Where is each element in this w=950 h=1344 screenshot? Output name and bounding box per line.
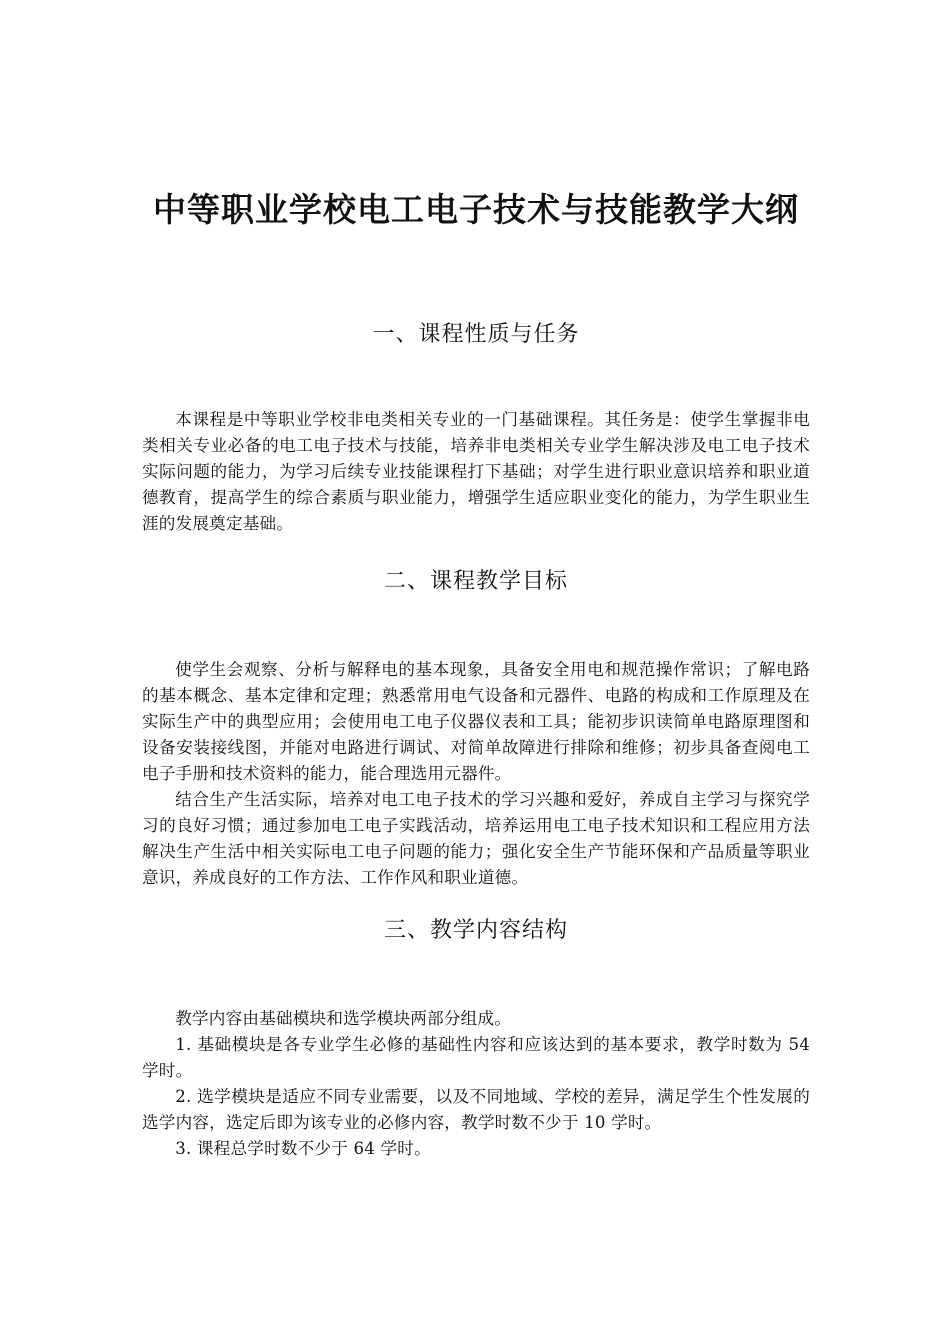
section-course-nature (142, 407, 810, 537)
list-item: 2. 选学模块是适应不同专业需要，以及不同地域、学校的差异，满足学生个性发展的选学内容，选定后即为该专业的必修内容，教学时数不少于 10 学时。 (142, 1087, 810, 1132)
section-heading-content-structure: 三、教学内容结构 (383, 918, 568, 943)
paragraph: 结合生产生活实际，培养对电工电子技术的学习兴趣和爱好，养成自主学习与探究学习的良好习惯；通过参加电工电子实践活动，培养运用电工电子技术知识和工程应用方法解决生产生活中相关实际电工电子问题的能力；强化安全生产节能环保和产品质量等职业意识，养成良好的工作方法、工作作风和职业道德。 (142, 790, 810, 887)
list-item: 1. 基础模块是各专业学生必修的基础性内容和应该达到的基本要求，教学时数为 54 学时。 (142, 1035, 810, 1080)
section-content-structure (142, 1006, 810, 1162)
paragraph: 本课程是中等职业学校非电类相关专业的一门基础课程。其任务是：使学生掌握非电类相关专业必备的电工电子技术与技能，培养非电类相关专业学生解决涉及电工电子技术实际问题的能力，为学习后续专业技能课程打下基础；对学生进行职业意识培养和职业道德教育，提高学生的综合素质与职业能力，增强学生适应职业变化的能力，为学生职业生涯的发展奠定基础。 (142, 410, 810, 533)
paragraph: 使学生会观察、分析与解释电的基本现象，具备安全用电和规范操作常识；了解电路的基本概念、基本定律和定理；熟悉常用电气设备和元器件、电路的构成和工作原理及在实际生产中的典型应用；会使用电工电子仪器仪表和工具；能初步识读简单电路原理图和设备安装接线图，并能对电路进行调试、对简单故障进行排除和维修；初步具备查阅电工电子手册和技术资料的能力，能合理选用元器件。 (142, 660, 810, 783)
paragraph: 教学内容由基础模块和选学模块两部分组成。 (175, 1009, 512, 1028)
document-title: 中等职业学校电工电子技术与技能教学大纲 (153, 190, 799, 229)
section-heading-teaching-goals: 二、课程教学目标 (383, 569, 568, 594)
section-teaching-goals (142, 657, 810, 891)
section-heading-course-nature: 一、课程性质与任务 (372, 322, 580, 347)
list-item: 3. 课程总学时数不少于 64 学时。 (175, 1139, 431, 1158)
